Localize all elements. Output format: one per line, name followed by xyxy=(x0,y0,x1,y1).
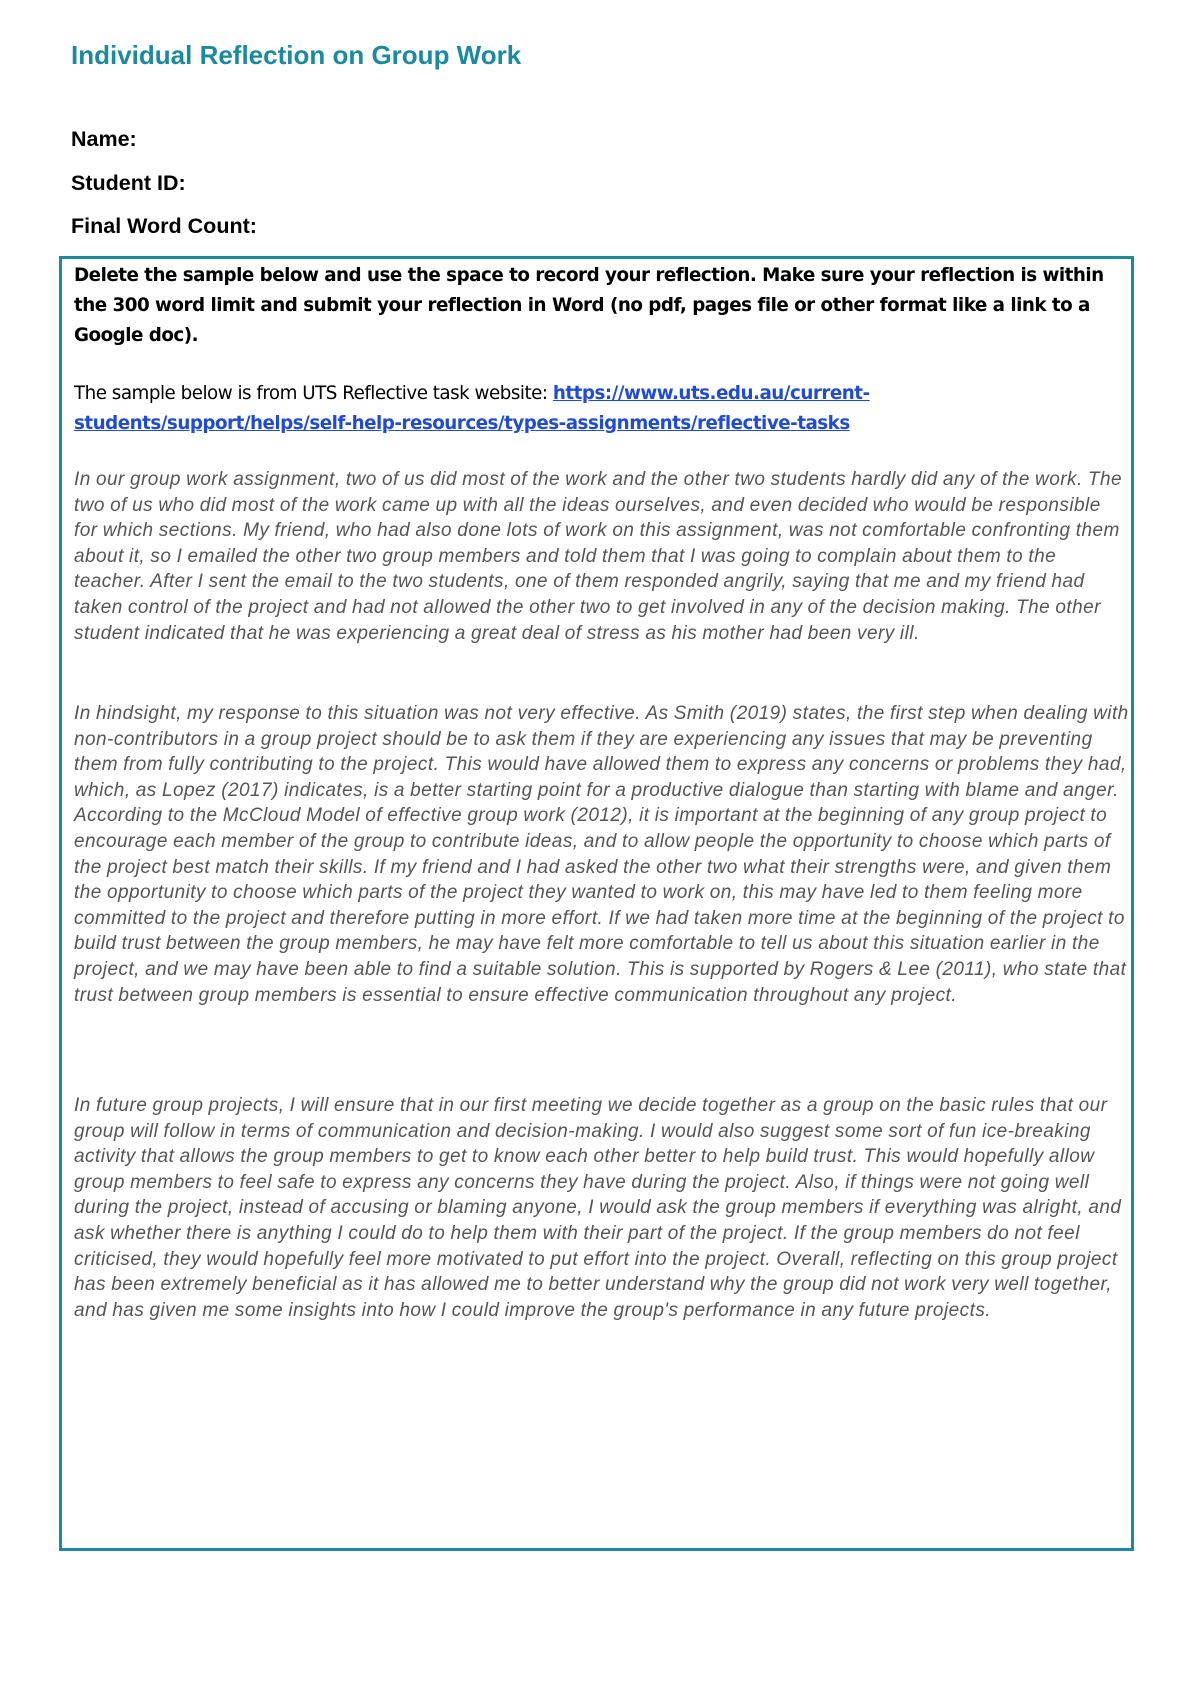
sample-paragraph-2: In hindsight, my response to this situation was not very effective. As Smith (2019) states, the first step when dealing with non-contributors in a group project should be to ask them if they are experiencing any issues that may be preventing them from fully contributing to the project. This would have allowed them to express any concerns or problems they had, which, as Lopez (2017) indicates, is a better starting point for a productive dialogue than starting with blame and anger. According to the McCloud Model of effective group work (2012), it is important at the beginning of any group project to encourage each member of the group to contribute ideas, and to allow people the opportunity to choose which parts of the project best match their skills. If my friend and I had asked the other two what their strengths were, and given them the opportunity to choose which parts of the project they wanted to work on, this may have led to them feeling more committed to the project and therefore putting in more effort. If we had taken more time at the beginning of the project to build trust between the group members, he may have felt more comfortable to tell us about this situation earlier in the project, and we may have been able to find a suitable solution. This is supported by Rogers & Lee (2011), who state that trust between group members is essential to ensure effective communication throughout any project. xyxy=(74,703,1129,1006)
source-label: The sample below is from UTS Reflective task website: xyxy=(74,383,553,404)
source-line xyxy=(74,379,1124,439)
student-id-label: Student ID: xyxy=(71,171,186,195)
word-count-label: Final Word Count: xyxy=(71,214,257,238)
sample-paragraph-1: In our group work assignment, two of us did most of the work and the other two students hardly did any of the work. The two of us who did most of the work came up with all the ideas ourselves, and even decided who would be responsible for which sections. My friend, who had also done lots of work on this assignment, was not comfortable confronting them about it, so I emailed the other two group members and told them that I was going to complain about them to the teacher. After I sent the email to the two students, one of them responded angrily, saying that me and my friend had taken control of the project and had not allowed the other two to get involved in any of the decision making. The other student indicated that he was experiencing a great deal of stress as his mother had been very ill. xyxy=(74,469,1123,644)
reflection-box[interactable] xyxy=(59,256,1134,1551)
instructions-text: Delete the sample below and use the space to record your reflection. Make sure your reflection is within the 300 word limit and submit your reflection in Word (no pdf, pages file or other format like a link to a Google doc). xyxy=(74,265,1104,346)
name-label: Name: xyxy=(71,127,137,151)
source-link[interactable]: https://www.uts.edu.au/current-students/support/helps/self-help-resources/types-assignments/reflective-tasks xyxy=(74,383,870,434)
page-title: Individual Reflection on Group Work xyxy=(71,40,522,70)
sample-paragraph-3: In future group projects, I will ensure that in our first meeting we decide together as a group on the basic rules that our group will follow in terms of communication and decision-making. I would also suggest some sort of fun ice-breaking activity that allows the group members to get to know each other better to help build trust. This would hopefully allow group members to feel safe to express any concerns they have during the project. Also, if things were not going well during the project, instead of accusing or blaming anyone, I would ask the group members if everything was alright, and ask whether there is anything I could do to help them with their part of the project. If the group members do not feel criticised, they would hopefully feel more motivated to put effort into the project. Overall, reflecting on this group project has been extremely beneficial as it has allowed me to better understand why the group did not work very well together, and has given me some insights into how I could improve the group's performance in any future projects. xyxy=(74,1095,1122,1321)
